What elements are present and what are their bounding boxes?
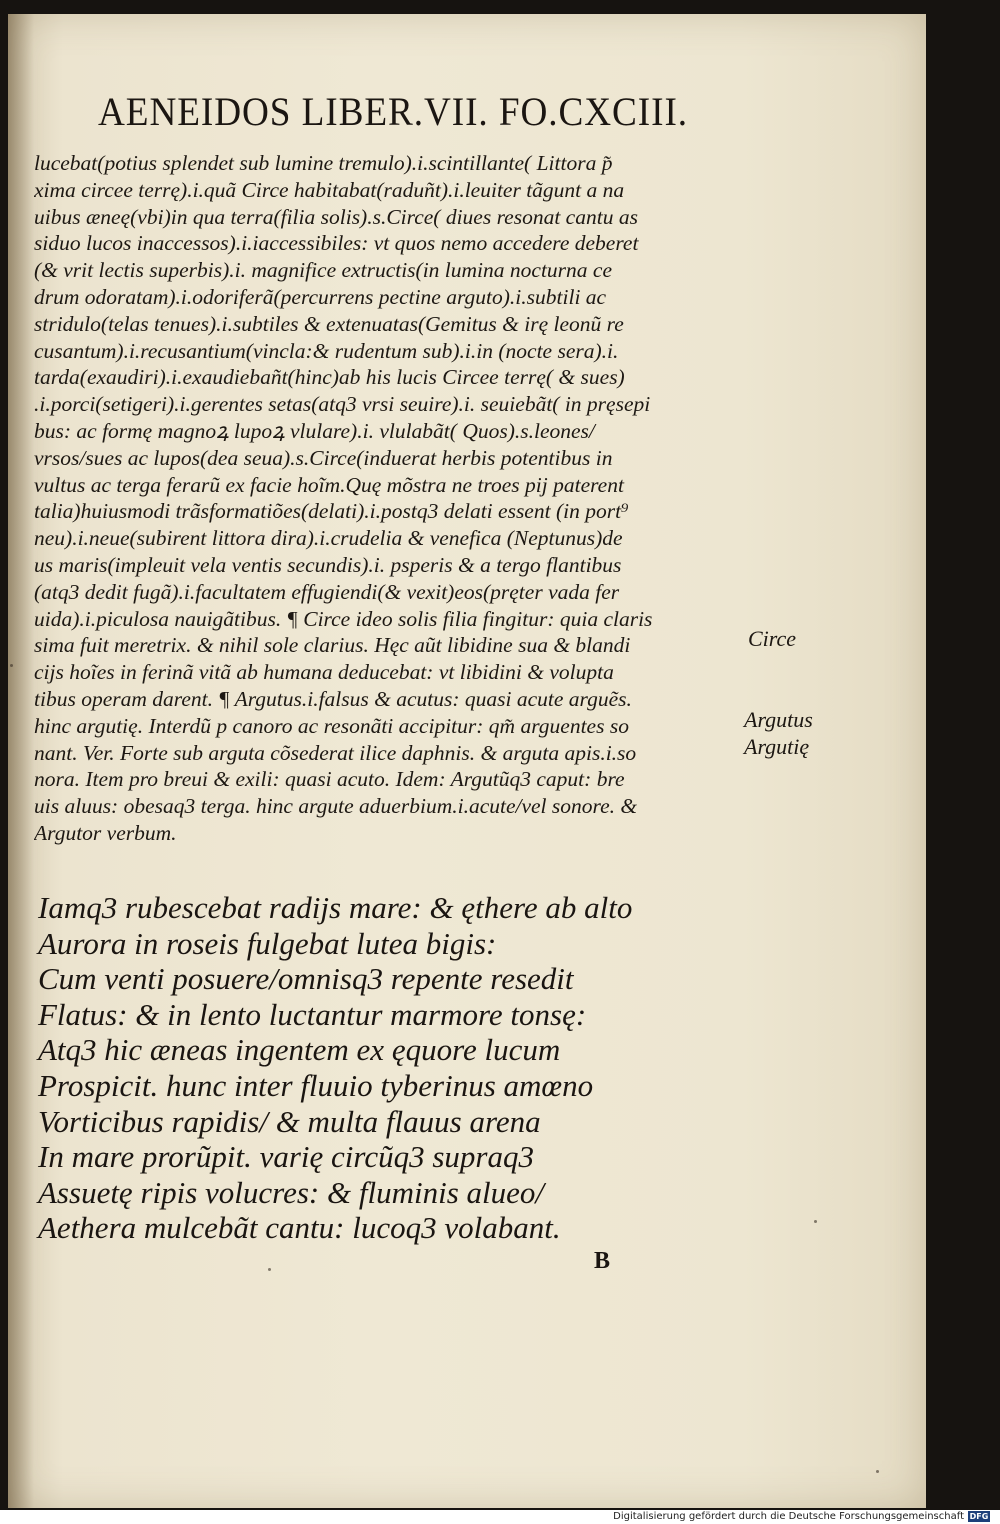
verse-line: Assuetę ripis volucres: & fluminis alueo/ — [38, 1174, 544, 1210]
commentary-line: uibus æneę(vbi)in qua terra(filia solis).s.Circe( diues resonat cantu as — [34, 204, 638, 229]
commentary-line: Argutor verbum. — [34, 820, 177, 845]
commentary-line: tarda(exaudiri).i.exaudiebañt(hinc)ab his lucis Circee terrę( & sues) — [34, 365, 625, 390]
commentary-line: talia)huiusmodi trãsformatiões(delati).i.postq3 delati essent (in port⁹ — [34, 499, 629, 524]
commentary-line: hinc argutię. Interdũ p canoro ac resonãti accipitur: qm̃ arguentes so — [34, 713, 629, 738]
commentary-line: xima circee terrę).i.quã Circe habitabat(raduñt).i.leuiter tãgunt a na — [34, 177, 625, 202]
commentary-line: tibus operam darent. ¶ Argutus.i.falsus & acutus: quasi acute arguẽs. — [34, 686, 632, 711]
signature-mark: B — [594, 1248, 611, 1274]
commentary-line: .i.porci(setigeri).i.gerentes setas(atq3 vrsi seuire).i. seuiebãt( in pręsepi — [34, 392, 651, 417]
margin-note-argutie: Argutię — [744, 734, 810, 759]
commentary-line: drum odoratam).i.odoriferã(percurrens pectine arguto).i.subtili ac — [34, 284, 607, 309]
paper-speck — [814, 1220, 817, 1223]
verse-line: Aurora in roseis fulgebat lutea bigis: — [38, 925, 497, 961]
binding-shadow — [8, 14, 34, 1508]
commentary-line: (atq3 dedit fugã).i.facultatem effugiendi(& vexit)eos(pręter vada fer — [34, 579, 620, 604]
commentary-line: stridulo(telas tenues).i.subtiles & extenuatas(Gemitus & irę leonũ re — [34, 311, 624, 336]
margin-note-circe: Circe — [748, 626, 797, 651]
commentary-line: cusantum).i.recusantium(vincla:& rudentum sub).i.in (nocte sera).i. — [34, 338, 619, 363]
commentary-line: lucebat(potius splendet sub lumine tremulo).i.scintillante( Littora p͂ — [34, 151, 613, 175]
verse-line: Flatus: & in lento luctantur marmore tonsę: — [38, 996, 587, 1032]
commentary-line: sima fuit meretrix. & nihil sole clarius. Hęc aũt libidine sua & blandi — [34, 633, 631, 658]
commentary-line: us maris(impleuit vela ventis secundis).i. psperis & a tergo flantibus — [34, 552, 622, 577]
verse-line: Prospicit. hunc inter fluuio tyberinus amœno — [38, 1067, 594, 1103]
commentary-line: cijs hoĩes in ferinã vitã ab humana deducebat: vt libidini & volupta — [34, 660, 614, 685]
commentary-line: vultus ac terga ferarũ ex facie hoĩm.Quę mõstra ne troes pij paterent — [34, 472, 624, 497]
margin-note-argutus: Argutus — [744, 707, 813, 732]
funding-credit: Digitalisierung gefördert durch die Deutsche Forschungsgemeinschaft — [613, 1511, 964, 1522]
verse-line: Iamq3 rubescebat radijs mare: & ęthere ab alto — [38, 890, 633, 925]
commentary-line: neu).i.neue(subirent littora dira).i.crudelia & venefica (Neptunus)de — [34, 526, 623, 551]
commentary-line: (& vrit lectis superbis).i. magnifice extructis(in lumina nocturna ce — [34, 258, 613, 283]
verse-line: Aethera mulcebãt cantu: lucoq3 volabant. — [38, 1210, 561, 1246]
verse-line: In mare prorũpit. varię circũq3 supraq3 — [38, 1139, 534, 1175]
verse-line: Cum venti posuere/omnisq3 repente resedit — [38, 961, 574, 997]
commentary-line: vrsos/sues ac lupos(dea seua).s.Circe(induerat herbis potentibus in — [34, 445, 613, 470]
commentary-line: uida).i.piculosa nauigãtibus. ¶ Circe ideo solis filia fingitur: quia claris — [34, 606, 653, 631]
running-title: AENEIDOS LIBER.VII. FO.CXCIII. — [98, 89, 688, 134]
verse-line: Atq3 hic æneas ingentem ex ęquore lucum — [38, 1032, 561, 1068]
paper-speck — [876, 1470, 879, 1473]
verse-block — [38, 890, 632, 1246]
commentary-line: nant. Ver. Forte sub arguta cõsederat ilice daphnis. & arguta apis.i.so — [34, 740, 637, 765]
commentary-block — [34, 150, 742, 847]
commentary-line: nora. Item pro breui & exili: quasi acuto. Idem: Argutũq3 caput: bre — [34, 767, 625, 792]
commentary-line: siduo lucos inaccessos).i.iaccessibiles: vt quos nemo accedere deberet — [34, 231, 639, 256]
paper-speck — [268, 1268, 271, 1271]
paper-speck — [10, 664, 13, 667]
commentary-line: uis aluus: obesaq3 terga. hinc argute aduerbium.i.acute/vel sonore. & — [34, 794, 638, 819]
commentary-line: bus: ac formę magnoꝝ lupoꝝ vlulare).i. vlulabãt( Quos).s.leones/ — [34, 418, 595, 443]
verse-line: Vorticibus rapidis/ & multa flauus arena — [38, 1103, 541, 1139]
dfg-logo: DFG — [969, 1512, 989, 1521]
